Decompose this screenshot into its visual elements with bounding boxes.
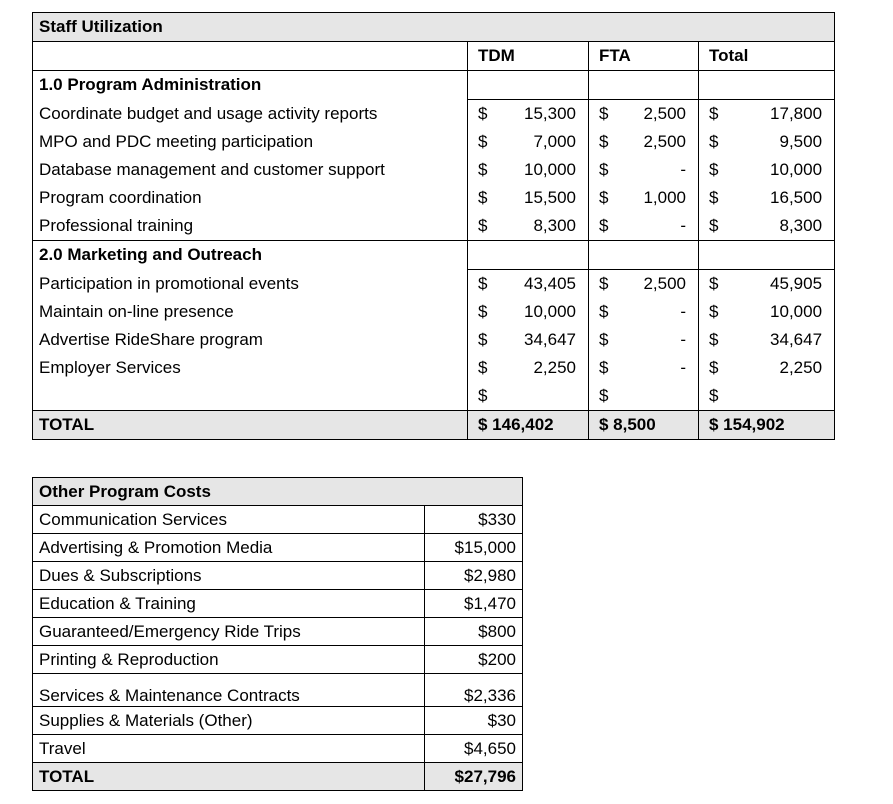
amount-total: 45,905 — [770, 274, 823, 293]
money-value — [478, 330, 582, 350]
money-value — [478, 160, 582, 180]
cell-tdm — [468, 326, 589, 354]
row-label: Advertise RideShare program — [33, 326, 468, 354]
currency-symbol: $ — [478, 104, 488, 123]
cell-fta — [589, 241, 699, 270]
cell-total — [699, 156, 835, 184]
cost-label: Guaranteed/Emergency Ride Trips — [33, 618, 425, 646]
money-value — [599, 188, 692, 208]
amount-fta: - — [680, 302, 686, 321]
row-label: Coordinate budget and usage activity reports — [33, 100, 468, 129]
table-row — [33, 354, 835, 382]
money-value — [599, 104, 692, 124]
table-row — [33, 674, 523, 707]
money-value — [478, 386, 582, 406]
header-fta: FTA — [589, 42, 699, 71]
other-title: Other Program Costs — [33, 478, 523, 506]
row-label: Professional training — [33, 212, 468, 241]
currency-symbol: $ — [599, 358, 609, 377]
currency-symbol: $ — [599, 386, 609, 405]
currency-symbol: $ — [478, 386, 488, 405]
cell-tdm — [468, 212, 589, 241]
other-total-row — [33, 763, 523, 791]
cell-fta — [589, 156, 699, 184]
amount-total: 16,500 — [770, 188, 823, 207]
section-label: 2.0 Marketing and Outreach — [33, 241, 468, 270]
amount-total: 2,250 — [779, 358, 823, 377]
cell-tdm — [468, 128, 589, 156]
currency-symbol: $ — [478, 274, 488, 293]
currency-symbol: $ — [599, 104, 609, 123]
currency-symbol: $ — [478, 132, 488, 151]
amount-fta: - — [680, 330, 686, 349]
amount-tdm: 34,647 — [524, 330, 576, 349]
currency-symbol: $ — [478, 216, 488, 235]
cell-fta — [589, 128, 699, 156]
header-tdm: TDM — [468, 42, 589, 71]
cell-tdm — [468, 270, 589, 299]
cost-label: Printing & Reproduction — [33, 646, 425, 674]
currency-symbol: $ — [709, 358, 719, 377]
cost-amount: $800 — [425, 618, 523, 646]
table-row — [33, 590, 523, 618]
money-value — [709, 104, 828, 124]
other-program-costs-table — [32, 477, 523, 791]
row-label: Participation in promotional events — [33, 270, 468, 299]
amount-fta: - — [680, 160, 686, 179]
table-row — [33, 298, 835, 326]
row-label: MPO and PDC meeting participation — [33, 128, 468, 156]
cell-tdm — [468, 100, 589, 129]
cell-total — [699, 241, 835, 270]
money-value — [709, 160, 828, 180]
money-value — [478, 274, 582, 294]
cost-amount: $2,336 — [425, 674, 523, 707]
money-value — [478, 302, 582, 322]
cell-total — [699, 128, 835, 156]
cell-total — [699, 100, 835, 129]
currency-symbol: $ — [599, 274, 609, 293]
money-value — [599, 160, 692, 180]
header-blank — [33, 42, 468, 71]
cell-total — [699, 382, 835, 411]
cost-label: Advertising & Promotion Media — [33, 534, 425, 562]
currency-symbol: $ — [709, 104, 719, 123]
cell-tdm — [468, 382, 589, 411]
cost-amount: $330 — [425, 506, 523, 534]
table-row — [33, 534, 523, 562]
cell-fta — [589, 298, 699, 326]
staff-title-row — [33, 13, 835, 42]
cell-fta — [589, 354, 699, 382]
currency-symbol: $ — [709, 160, 719, 179]
currency-symbol: $ — [599, 216, 609, 235]
table-row — [33, 618, 523, 646]
money-value — [478, 104, 582, 124]
cell-fta — [589, 326, 699, 354]
amount-total: 17,800 — [770, 104, 823, 123]
row-label: Program coordination — [33, 184, 468, 212]
money-value — [709, 358, 828, 378]
cell-total — [699, 270, 835, 299]
cell-fta — [589, 382, 699, 411]
currency-symbol: $ — [599, 188, 609, 207]
amount-tdm: 10,000 — [524, 160, 576, 179]
table-row — [33, 184, 835, 212]
cell-total — [699, 212, 835, 241]
table-row — [33, 326, 835, 354]
currency-symbol: $ — [709, 274, 719, 293]
cost-label: Communication Services — [33, 506, 425, 534]
money-value — [709, 132, 828, 152]
total-fta: $ 8,500 — [589, 411, 699, 440]
amount-fta: 2,500 — [643, 274, 686, 293]
table-row — [33, 382, 835, 411]
section-row — [33, 71, 835, 100]
table-row — [33, 156, 835, 184]
cost-amount: $15,000 — [425, 534, 523, 562]
money-value — [478, 216, 582, 236]
money-value — [599, 330, 692, 350]
cell-tdm — [468, 71, 589, 100]
cell-total — [699, 298, 835, 326]
table-row — [33, 562, 523, 590]
table-row — [33, 128, 835, 156]
money-value — [478, 358, 582, 378]
other-title-row — [33, 478, 523, 506]
amount-fta: - — [680, 358, 686, 377]
money-value — [709, 386, 828, 406]
cell-tdm — [468, 156, 589, 184]
row-label: Employer Services — [33, 354, 468, 382]
amount-total: 8,300 — [779, 216, 823, 235]
cost-amount: $30 — [425, 707, 523, 735]
money-value — [599, 358, 692, 378]
cell-fta — [589, 184, 699, 212]
money-value — [709, 188, 828, 208]
cost-amount: $4,650 — [425, 735, 523, 763]
currency-symbol: $ — [599, 160, 609, 179]
amount-tdm: 15,500 — [524, 188, 576, 207]
amount-total: 34,647 — [770, 330, 823, 349]
cost-label: Education & Training — [33, 590, 425, 618]
staff-utilization-table — [32, 12, 835, 440]
currency-symbol: $ — [599, 330, 609, 349]
amount-fta: 2,500 — [643, 132, 686, 151]
amount-total: 9,500 — [779, 132, 823, 151]
cell-total — [699, 326, 835, 354]
cost-label: Supplies & Materials (Other) — [33, 707, 425, 735]
cell-tdm — [468, 354, 589, 382]
money-value — [709, 274, 828, 294]
currency-symbol: $ — [599, 302, 609, 321]
cell-tdm — [468, 241, 589, 270]
staff-header-row — [33, 42, 835, 71]
amount-fta: - — [680, 216, 686, 235]
cell-total — [699, 354, 835, 382]
other-total-label: TOTAL — [33, 763, 425, 791]
table-row — [33, 506, 523, 534]
cost-amount: $1,470 — [425, 590, 523, 618]
money-value — [599, 386, 692, 406]
section-row — [33, 241, 835, 270]
cell-fta — [589, 71, 699, 100]
currency-symbol: $ — [478, 188, 488, 207]
other-total-amount: $27,796 — [425, 763, 523, 791]
staff-total-row — [33, 411, 835, 440]
currency-symbol: $ — [599, 132, 609, 151]
amount-tdm: 2,250 — [533, 358, 576, 377]
table-row — [33, 212, 835, 241]
table-row — [33, 707, 523, 735]
staff-title: Staff Utilization — [33, 13, 835, 42]
cell-fta — [589, 270, 699, 299]
total-total: $ 154,902 — [699, 411, 835, 440]
total-label: TOTAL — [33, 411, 468, 440]
cost-label: Services & Maintenance Contracts — [33, 674, 425, 707]
cell-total — [699, 184, 835, 212]
money-value — [709, 216, 828, 236]
currency-symbol: $ — [478, 302, 488, 321]
money-value — [599, 302, 692, 322]
currency-symbol: $ — [709, 188, 719, 207]
currency-symbol: $ — [478, 358, 488, 377]
amount-tdm: 7,000 — [533, 132, 576, 151]
cost-label: Travel — [33, 735, 425, 763]
cell-fta — [589, 100, 699, 129]
cell-tdm — [468, 184, 589, 212]
currency-symbol: $ — [478, 160, 488, 179]
money-value — [599, 216, 692, 236]
amount-total: 10,000 — [770, 160, 823, 179]
row-label: Maintain on-line presence — [33, 298, 468, 326]
money-value — [709, 302, 828, 322]
amount-fta: 2,500 — [643, 104, 686, 123]
section-label: 1.0 Program Administration — [33, 71, 468, 100]
row-label: Database management and customer support — [33, 156, 468, 184]
cost-amount: $200 — [425, 646, 523, 674]
table-row — [33, 270, 835, 299]
total-tdm: $ 146,402 — [468, 411, 589, 440]
currency-symbol: $ — [478, 330, 488, 349]
amount-tdm: 43,405 — [524, 274, 576, 293]
money-value — [478, 188, 582, 208]
table-row — [33, 735, 523, 763]
cost-amount: $2,980 — [425, 562, 523, 590]
money-value — [709, 330, 828, 350]
row-label — [33, 382, 468, 411]
cell-fta — [589, 212, 699, 241]
amount-tdm: 15,300 — [524, 104, 576, 123]
amount-tdm: 10,000 — [524, 302, 576, 321]
table-row — [33, 646, 523, 674]
amount-tdm: 8,300 — [533, 216, 576, 235]
table-row — [33, 100, 835, 129]
currency-symbol: $ — [709, 386, 719, 405]
amount-total: 10,000 — [770, 302, 823, 321]
amount-fta: 1,000 — [643, 188, 686, 207]
cell-total — [699, 71, 835, 100]
currency-symbol: $ — [709, 302, 719, 321]
currency-symbol: $ — [709, 216, 719, 235]
money-value — [478, 132, 582, 152]
cell-tdm — [468, 298, 589, 326]
header-total: Total — [699, 42, 835, 71]
money-value — [599, 132, 692, 152]
currency-symbol: $ — [709, 132, 719, 151]
cost-label: Dues & Subscriptions — [33, 562, 425, 590]
currency-symbol: $ — [709, 330, 719, 349]
money-value — [599, 274, 692, 294]
